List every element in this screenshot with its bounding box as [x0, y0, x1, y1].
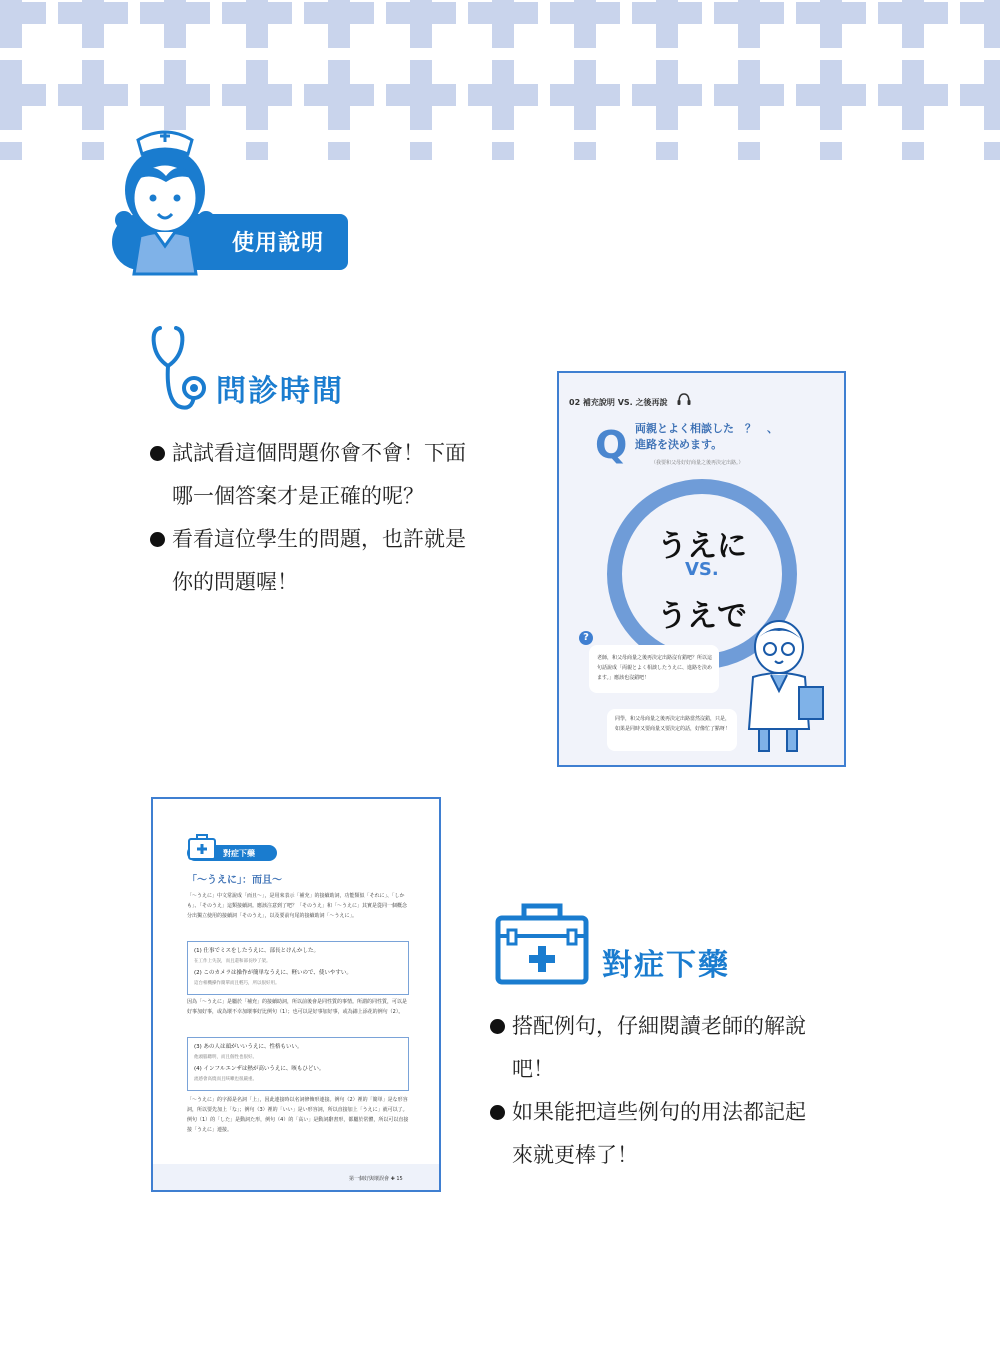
example-translation: 這台相機操作簡單而且輕巧，所以很好用。 [194, 981, 280, 986]
nurse-mascot-icon [110, 128, 220, 278]
list-item [150, 432, 466, 518]
student-bubble-text: 老師，和父母商量之後再決定出路沒有錯吧？所以這句話說成「両親とよく相談したうえに、進路を決めます。」應該也沒錯吧！ [597, 655, 713, 681]
question-mark-icon: ? [579, 631, 593, 645]
list-item [490, 1005, 806, 1091]
consultation-bullet-list [150, 432, 466, 604]
preview-footer: 第一個好與壞誤會 ✚ 15 [349, 1176, 403, 1182]
vs-label: VS. [685, 559, 719, 580]
bullet-line: 來就更棒了！ [512, 1143, 638, 1167]
preview-paragraph: 「～うえに」的字源是名詞「上」，因此連接時以名詞修飾形連接。例句（2）裡的「簡単」是な形容詞，所以要先加上「な」；例句（3）裡的「いい」是い形容詞，所以直接加上「うえに」就可以了。例句（1）的「した」是動詞た形，例句（4）的「高い」是動詞辭書形，都屬於常體，所以可以直接接「うえに」連接。 [187, 1097, 409, 1133]
preview-tab-label: 對症下藥 [223, 849, 255, 858]
preview-paragraph: 因為「～うえに」是屬於「補充」的接續助詞，所以前後會是同性質的事情。所謂的同性質，可以是好事加好事，或為壞不幸加壞事好比例句（1）；也可以是好事加好事，或為錦上添花的例句（2）。 [187, 999, 408, 1015]
question-text [635, 421, 825, 453]
question-line: 進路を決めます。 [635, 438, 723, 451]
teacher-doctor-icon [729, 617, 839, 755]
example-box [187, 1037, 409, 1091]
medical-kit-icon [494, 900, 590, 986]
usage-badge-label: 使用說明 [232, 231, 325, 256]
example-translation: 在工作上失誤，而且還和部長吵了架。 [194, 959, 271, 964]
bullet-line: 吧！ [512, 1057, 554, 1081]
example-translation: 流感會高燒而且咳嗽也很嚴重。 [194, 1077, 257, 1082]
question-letter: Q [595, 423, 628, 467]
question-translation: （我要和父母好好商量之後再決定出路。） [651, 460, 744, 466]
headphones-icon [677, 393, 691, 405]
question-line: 両親とよく相談した ？ 、 [635, 422, 778, 435]
example-box [187, 941, 409, 995]
bullet-line: 搭配例句，仔細閱讀老師的解說 [512, 1014, 806, 1038]
bullet-line: 試試看這個問題你會不會！下面 [172, 441, 466, 465]
preview-paragraph: 「～うえに」中文常說成「而且～」，是用來表示「補充」的接續助詞，功能類似「それに」、「しかも」、「そのうえ」這類接續詞。應該注意到了吧？「そのうえ」和「～うえに」其實是從同一個概念分出獨立使用的接續詞「そのうえ」，以及要前句尾的接續助詞「～うえに」。 [187, 893, 408, 919]
option-word-2: うえで [657, 599, 747, 634]
example-translation: 他頭腦聰明，而且個性也很好。 [194, 1055, 257, 1060]
page-preview-explanation [151, 797, 441, 1192]
bullet-line: 你的問題喔！ [172, 570, 298, 594]
bullet-line: 哪一個答案才是正確的呢？ [172, 484, 424, 508]
list-item [490, 1091, 806, 1177]
section-title-remedy: 對症下藥 [602, 948, 730, 983]
medical-kit-icon [187, 831, 217, 861]
list-item [150, 518, 466, 604]
example-sentence: (3) あの人は頭がいいうえに、性格もいい。 [194, 1044, 303, 1050]
remedy-bullet-list [490, 1005, 806, 1177]
preview-heading: 「～うえに」：而且～ [187, 875, 282, 886]
example-sentence: (4) インフルエンザは熱が高いうえに、咳もひどい。 [194, 1066, 325, 1072]
example-sentence: (1) 仕事でミスをしたうえに、部長とけんかした。 [194, 948, 320, 954]
section-title-consultation: 問診時間 [216, 374, 344, 409]
option-word-1: うえに [657, 529, 747, 564]
page-preview-question [557, 371, 846, 767]
teacher-bubble-text: 同學，和父母商量之後再決定出路當然沒錯，只是，如果是同時又要商量又要決定的話，好像忙了點呀！ [615, 716, 731, 732]
stethoscope-icon [148, 322, 208, 422]
bullet-line: 看看這位學生的問題，也許就是 [172, 527, 466, 551]
example-sentence: (2) このカメラは操作が簡単なうえに、軽いので、使いやすい。 [194, 970, 352, 976]
bullet-line: 如果能把這些例句的用法都記起 [512, 1100, 806, 1124]
preview-header: 02 補充說明 VS. 之後再說 [569, 398, 668, 407]
